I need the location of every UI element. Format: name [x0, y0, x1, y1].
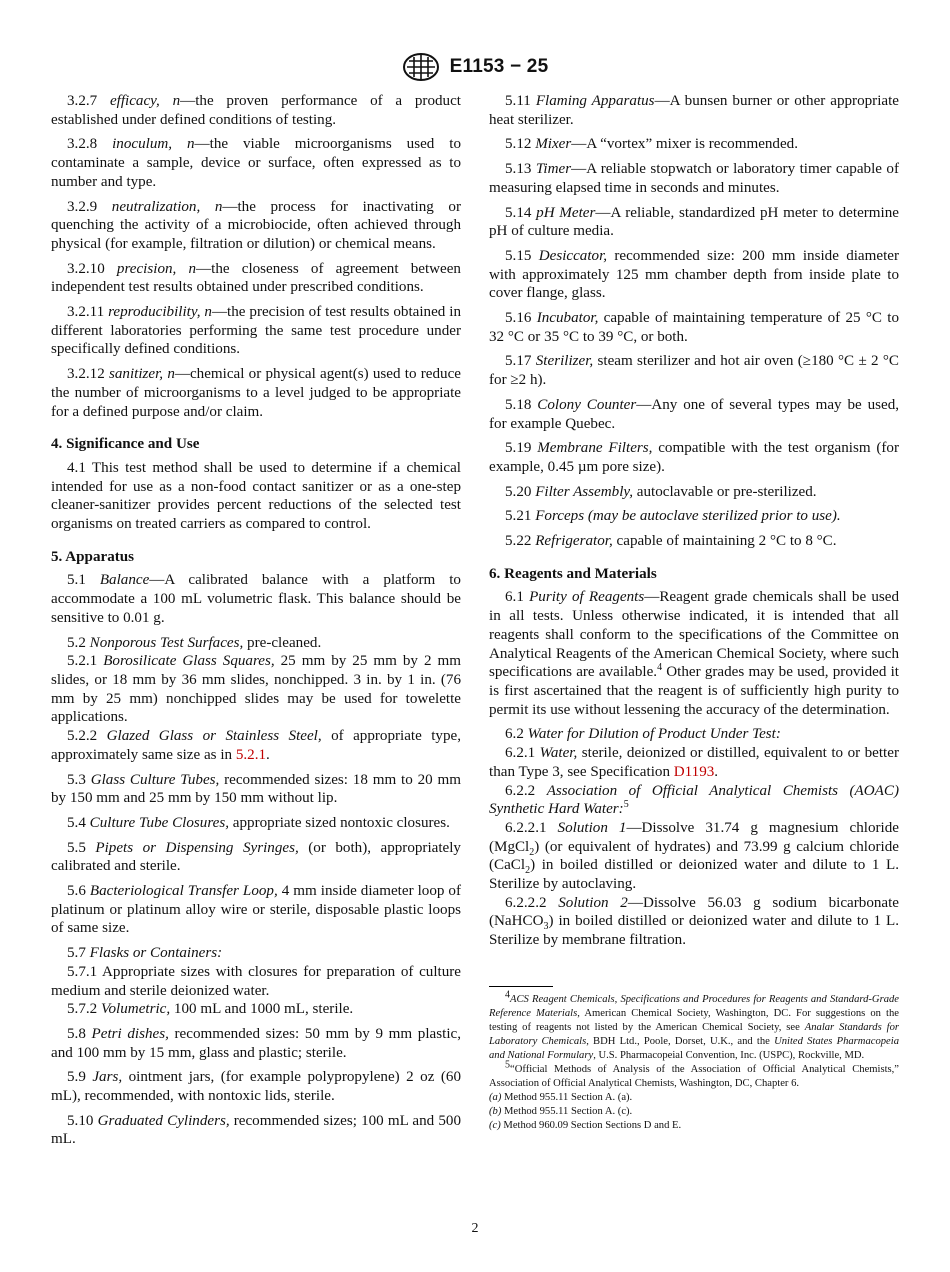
section-6-2-2: 6.2.2 Association of Official Analytical Chemists (AOAC) Synthetic Hard Water:$^5$ — [489, 782, 899, 818]
page-header — [0, 52, 950, 84]
section-5-heading: 5. Apparatus — [51, 548, 135, 565]
footnote-5b: (b) Method 955.11 Section A. (c). — [489, 1105, 633, 1117]
section-6-heading: 6. Reagents and Materials — [489, 565, 657, 582]
right-column — [489, 92, 899, 1133]
section-5-17: 5.17 Sterilizer, steam sterilizer and hot air oven (≥180 °C ± 2 °C for ≥2 h). — [489, 353, 900, 389]
section-5-21: 5.21 Forceps (may be autoclave sterilized prior to use). — [505, 508, 841, 525]
astm-logo-icon — [402, 52, 440, 82]
section-5-13: 5.13 Timer—A reliable stopwatch or laboratory timer capable of measuring elapsed time in seconds and minutes. — [489, 161, 899, 196]
footnote-ref-5[interactable]: 5 — [623, 799, 629, 811]
section-6-2-2-1: 6.2.2.1 Solution 1—Dissolve 31.74 g magnesium chloride (MgCl$_2$) (or equivalent of hydrates) and 73.99 g calcium chloride (CaCl$_2$) in boiled distilled or deionized water and dilute to 1 L. Sterilize by autoclaving. — [489, 819, 899, 893]
section-6-1: 6.1 Purity of Reagents—Reagent grade chemicals shall be used in all tests. Unless otherwise indicated, it is intended that all reagents shall conform to the specifications of the Committee on Analytical Reagents of the American Chemical Society, where such specifications are available.$^4$ Other grades may be used, provided it is first ascertained that the reagent is of sufficiently high purity to permit its use without lessening the accuracy of the determination. — [489, 589, 900, 718]
section-6-2-2-2: 6.2.2.2 Solution 2—Dissolve 56.03 g sodium bicarbonate (NaHCO$_3$) in boiled distilled or deionized water and dilute to 1 L. Sterilize by membrane filtration. — [489, 894, 900, 949]
section-5-3: 5.3 Glass Culture Tubes, recommended sizes: 18 mm to 20 mm by 150 mm and 25 mm by 150 mm without lip. — [51, 771, 461, 807]
left-column — [51, 92, 461, 1155]
section-3-2-11: 3.2.11 reproducibility, n—the precision of test results obtained in different laboratories performing the same test procedure under specifically defined conditions. — [51, 304, 461, 358]
section-5-1: 5.1 Balance—A calibrated balance with a platform to accommodate a 100 mL volumetric flask. This balance should be sensitive to 0.01 g. — [51, 572, 461, 626]
section-5-7-2: 5.7.2 Volumetric, 100 mL and 1000 mL, sterile. — [67, 1001, 354, 1018]
footnote-5a: (a) Method 955.11 Section A. (a). — [489, 1091, 633, 1103]
section-3-2-7: 3.2.7 efficacy, n—the proven performance of a product established under defined conditions of testing. — [51, 93, 461, 128]
section-5-20: 5.20 Filter Assembly, autoclavable or pre-sterilized. — [505, 483, 817, 500]
section-5-9: 5.9 Jars, ointment jars, (for example polypropylene) 2 oz (60 mL), recommended, with nontoxic lids, sterile. — [51, 1069, 462, 1105]
section-5-10: 5.10 Graduated Cylinders, recommended sizes; 100 mL and 500 mL. — [51, 1112, 461, 1148]
section-5-2-2: 5.2.2 Glazed Glass or Stainless Steel, of appropriate type, approximately same size as in 5.2.1. — [51, 728, 461, 763]
section-3-2-8: 3.2.8 inoculum, n—the viable microorganisms used to contaminate a sample, device or surface, often expressed as to number and type. — [51, 136, 461, 190]
section-5-7-1: 5.7.1 Appropriate sizes with closures for preparation of culture medium and sterile deionized water. — [51, 963, 461, 999]
footnote-4: $^4$ACS Reagent Chemicals, Specifications and Procedures for Reagents and Standard-Grade Reference Materials, American Chemical Society, Washington, DC. For suggestions on the testing of reagents not listed by the American Chemical Society, see Analar Standards for Laboratory Chemicals, BDH Ltd., Poole, Dorset, U.K., and the United States Pharmacopeia and National Formulary, U.S. Pharmacopeial Convention, Inc. (USPC), Rockville, MD. — [489, 989, 900, 1061]
section-3-2-9: 3.2.9 neutralization, n—the process for inactivating or quenching the activity of a microbiocide, often achieved through physical (for example, filtration or dilution) or chemical means. — [51, 198, 461, 252]
section-5-14: 5.14 pH Meter—A reliable, standardized pH meter to determine pH of culture media. — [489, 204, 899, 240]
footnote-ref-4[interactable]: 4 — [657, 662, 663, 674]
section-4-heading: 4. Significance and Use — [51, 436, 200, 453]
section-6-2: 6.2 Water for Dilution of Product Under Test: — [505, 726, 781, 743]
section-3-2-12: 3.2.12 sanitizer, n—chemical or physical agent(s) used to reduce the number of microorganisms to a level judged to be appropriate for a defined purpose and/or claim. — [51, 366, 461, 420]
section-5-2-1: 5.2.1 Borosilicate Glass Squares, 25 mm by 25 mm by 2 mm slides, or 18 mm by 36 mm slides, nonchipped. 3 in. by 1 in. (76 mm by 25 mm) nonchipped slides may be used for towelette applications. — [51, 653, 461, 726]
section-5-5: 5.5 Pipets or Dispensing Syringes, (or both), appropriately calibrated and sterile. — [51, 839, 461, 875]
footnotes — [489, 989, 900, 1133]
section-5-22: 5.22 Refrigerator, capable of maintaining 2 °C to 8 °C. — [505, 533, 837, 550]
section-5-18: 5.18 Colony Counter—Any one of several types may be used, for example Quebec. — [489, 396, 900, 432]
section-5-11: 5.11 Flaming Apparatus—A bunsen burner or other appropriate heat sterilizer. — [489, 93, 899, 128]
footnote-divider — [489, 986, 553, 987]
section-5-12: 5.12 Mixer—A “vortex” mixer is recommended. — [505, 136, 799, 153]
link-d1193[interactable]: D1193 — [673, 763, 715, 780]
section-5-16: 5.16 Incubator, capable of maintaining temperature of 25 °C to 32 °C or 35 °C to 39 °C, or both. — [489, 310, 899, 345]
section-5-8: 5.8 Petri dishes, recommended sizes: 50 mm by 9 mm plastic, and 100 mm by 15 mm, glass and plastic; sterile. — [51, 1025, 461, 1061]
standard-designation: E1153 − 25 — [449, 56, 549, 77]
section-6-2-1: 6.2.1 Water, sterile, deionized or distilled, equivalent to or better than Type 3, see Specification D1193. — [489, 745, 899, 780]
section-3-2-10: 3.2.10 precision, n—the closeness of agreement between independent test results obtained under prescribed conditions. — [51, 260, 461, 296]
section-5-19: 5.19 Membrane Filters, compatible with the test organism (for example, 0.45 µm pore size). — [489, 440, 899, 475]
section-5-15: 5.15 Desiccator, recommended size: 200 mm inside diameter with approximately 125 mm chamber depth from inside plate to cover flange, glass. — [489, 247, 899, 302]
footnote-5: $^5$“Official Methods of Analysis of the Association of Official Analytical Chemists,” Association of Official Analytical Chemists, Washington, DC, Chapter 6. — [489, 1059, 899, 1089]
link-5-2-1[interactable]: 5.2.1 — [235, 746, 267, 763]
page-number: 2 — [471, 1221, 479, 1236]
section-5-2: 5.2 Nonporous Test Surfaces, pre-cleaned. — [67, 634, 322, 651]
section-5-7: 5.7 Flasks or Containers: — [67, 945, 223, 962]
section-5-4: 5.4 Culture Tube Closures, appropriate sized nontoxic closures. — [67, 814, 450, 831]
footnote-5c: (c) Method 960.09 Section Sections D and E. — [489, 1119, 682, 1131]
section-5-6: 5.6 Bacteriological Transfer Loop, 4 mm inside diameter loop of platinum or platinum alloy wire or sterile, disposable plastic loops of same size. — [51, 883, 462, 937]
section-4-1: 4.1 This test method shall be used to determine if a chemical intended for use as a non-food contact sanitizer or as a one-step cleaner-sanitizer provides percent reductions of the selected test organisms on treated carriers as compared to control. — [51, 459, 461, 533]
